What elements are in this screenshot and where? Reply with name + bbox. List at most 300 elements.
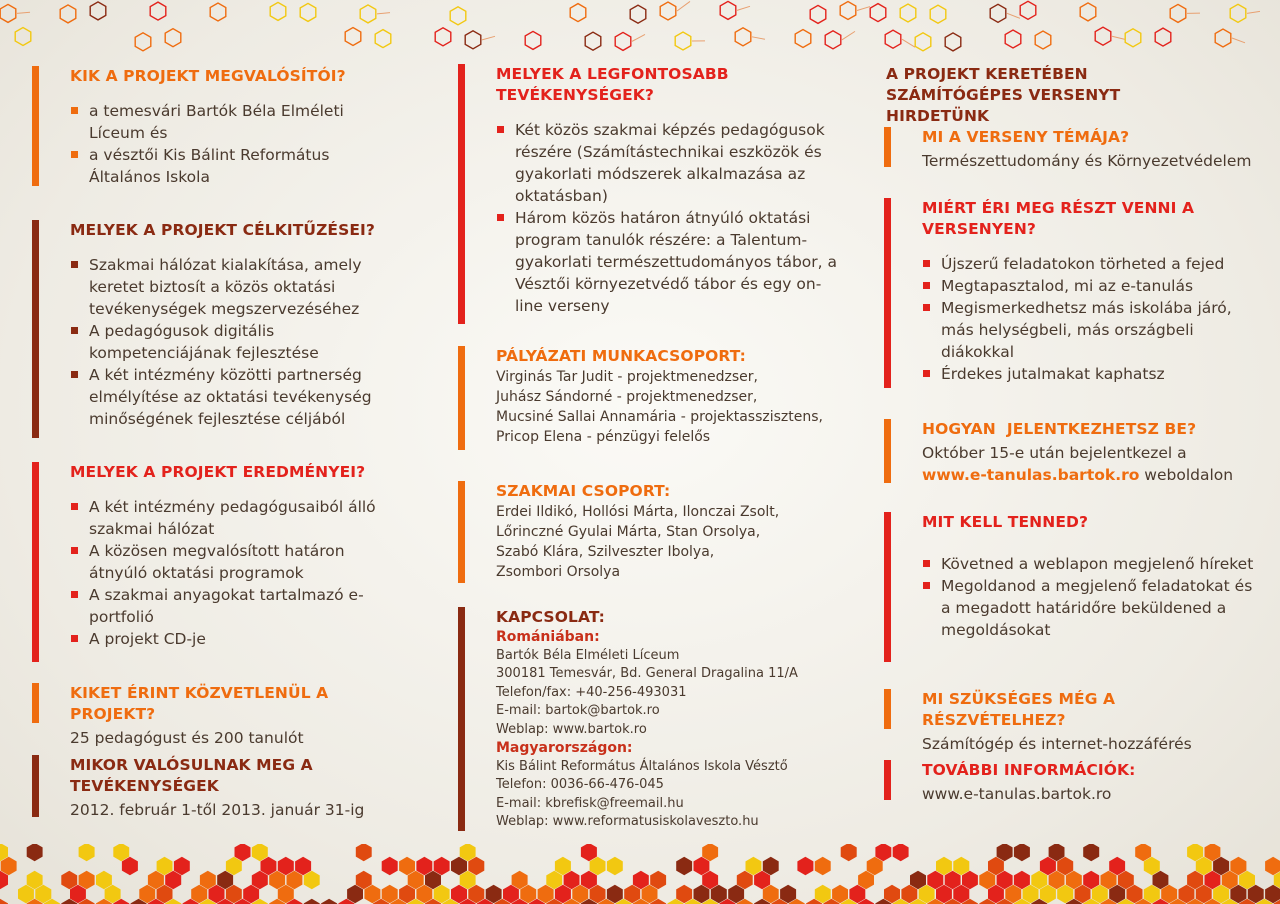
list-item: Követned a weblapon megjelenő híreket [922, 553, 1264, 575]
hexagon-outline [165, 29, 181, 47]
section-why [884, 198, 1264, 385]
hexagon-outline [570, 4, 586, 22]
hexagon-tile [96, 871, 112, 889]
section-title: MELYEK A LEGFONTOSABB TEVÉKENYSÉGEK? [496, 65, 729, 104]
website-link[interactable]: www.e-tanulas.bartok.ro [922, 466, 1140, 484]
network-line [1007, 13, 1020, 18]
hexagon-tile [364, 885, 380, 903]
hexagon-tile [70, 885, 86, 903]
hexagon-outline [360, 5, 376, 23]
bullet-icon [497, 214, 504, 221]
section-bar [884, 198, 891, 388]
hexagon-tile [1205, 871, 1221, 889]
hexagon-outline [1170, 4, 1186, 22]
hexagon-tile [18, 885, 34, 903]
hexagon-tile [451, 857, 467, 875]
contact-line: 300181 Temesvár, Bd. General Dragalina 11/A [496, 666, 798, 681]
profgroup-line: Lőrinczné Gyulai Márta, Stan Orsolya, [496, 524, 761, 540]
network-line [1247, 11, 1260, 13]
hexagon-tile [1230, 885, 1246, 903]
hexagon-tile [927, 871, 943, 889]
hexagon-tile [321, 899, 337, 904]
hexagon-tile [936, 857, 952, 875]
hexagon-tile [1153, 871, 1169, 889]
section-todo [884, 512, 1264, 641]
hexagon-outline [450, 7, 466, 25]
hexagon-tile [746, 857, 762, 875]
hexagon-outline [300, 3, 316, 21]
section-title: MIKOR VALÓSULNAK MEG A TEVÉKENYSÉGEK [70, 756, 313, 795]
network-line [752, 37, 765, 39]
list-item: Megtapasztalod, mi az e-tanulás [922, 275, 1264, 297]
workgroup-line: Juhász Sándorné - projektmenedzser, [496, 389, 758, 405]
hexagon-tile [304, 899, 320, 904]
hexagon-tile [572, 885, 588, 903]
network-line [482, 36, 495, 40]
section-text: 25 pedagógust és 200 tanulót [70, 729, 304, 747]
network-line [737, 6, 750, 10]
section-when [32, 755, 402, 821]
hexagon-tile [1179, 885, 1195, 903]
hexagon-outline [720, 1, 736, 19]
bullet-icon [71, 371, 78, 378]
hexagon-outline [1035, 31, 1051, 49]
section-needs [884, 689, 1264, 755]
hexagon-outline [1005, 30, 1021, 48]
hexagon-outline [1020, 1, 1036, 19]
hexagon-tile [1092, 885, 1108, 903]
hexagon-tile [174, 857, 190, 875]
hexagon-outline [435, 28, 451, 46]
hexagon-tile [1049, 871, 1065, 889]
list-item: A közösen megvalósított határon átnyúló oktatási programok [70, 540, 402, 584]
section-text: 2012. február 1-től 2013. január 31-ig [70, 801, 365, 819]
section-bar [884, 512, 891, 662]
profgroup-line: Szabó Klára, Szilveszter Ibolya, [496, 544, 715, 560]
hexagon-tile [1005, 885, 1021, 903]
hexagon-tile [780, 885, 796, 903]
hexagon-outline [930, 5, 946, 23]
hexagon-tile [451, 885, 467, 903]
hexagon-tile [1066, 871, 1082, 889]
hexagon-tile [1161, 885, 1177, 903]
hexagon-tile [278, 885, 294, 903]
network-line [842, 31, 855, 39]
hexagon-tile [416, 885, 432, 903]
section-bar [32, 755, 39, 817]
hexagon-tile [261, 857, 277, 875]
bullet-icon [497, 126, 504, 133]
hexagon-tile [1248, 885, 1264, 903]
hexagon-tile [702, 871, 718, 889]
list-item: A két intézmény közötti partnerség elmélyítése az oktatási tevékenység minőségének fejlesztése céljából [70, 364, 402, 430]
hexagon-tile [1040, 885, 1056, 903]
section-bar [884, 419, 891, 483]
more-info-link[interactable]: www.e-tanulas.bartok.ro [922, 785, 1112, 803]
hexagon-tile [1109, 885, 1125, 903]
workgroup-line: Virginás Tar Judit - projektmenedzser, [496, 369, 758, 385]
hexagon-tile [1075, 885, 1091, 903]
contact-country-label: Magyarországon: [496, 740, 633, 756]
contact-line: Bartók Béla Elméleti Líceum [496, 647, 680, 663]
hexagon-outline [525, 31, 541, 49]
hexagon-tile [953, 885, 969, 903]
hexagon-tile [27, 844, 43, 861]
hexagon-tile [304, 871, 320, 889]
hexagon-tile [1031, 871, 1047, 889]
section-title: MIÉRT ÉRI MEG RÉSZT VENNI A VERSENYEN? [922, 199, 1195, 238]
hexagon-tile [1265, 885, 1280, 903]
hexagon-tile [200, 871, 216, 889]
section-title: TOVÁBBI INFORMÁCIÓK: [922, 761, 1136, 779]
section-bar [32, 462, 39, 662]
hexagon-tile [1222, 871, 1238, 889]
hexagon-outline [345, 28, 361, 46]
hexagon-outline [375, 30, 391, 48]
hexagon-tile [105, 885, 121, 903]
hexagon-tile [356, 844, 372, 861]
competition-header: A PROJEKT KERETÉBEN SZÁMÍTÓGÉPES VERSENYT HIRDETÜNK [886, 65, 1121, 125]
bullet-icon [71, 547, 78, 554]
bullet-list [922, 553, 1264, 641]
bullet-list [70, 254, 402, 430]
hexagon-outline [1155, 28, 1171, 46]
hexagon-tile [408, 871, 424, 889]
hexagon-outline [915, 33, 931, 51]
network-line [377, 13, 390, 14]
hexagon-tile [607, 885, 623, 903]
hexagon-tile [1057, 885, 1073, 903]
list-item: a vésztői Kis Bálint Református Általános Iskola [70, 144, 402, 188]
hexagon-tile [754, 871, 770, 889]
hexagon-tile [1109, 857, 1125, 875]
list-item: Megismerkedhetsz más iskolába járó, más helységbeli, más országbeli diákokkal [922, 297, 1264, 363]
profgroup-line: Erdei Ildikó, Hollósi Márta, Ilonczai Zsolt, [496, 504, 780, 520]
hexagon-tile [988, 857, 1004, 875]
section-goals [32, 220, 402, 430]
hexagon-tile [910, 871, 926, 889]
hexagon-tile [624, 885, 640, 903]
section-text: Természettudomány és Környezetvédelem [922, 152, 1252, 170]
hexagon-tile [243, 885, 259, 903]
hexagon-tile [988, 885, 1004, 903]
hexagon-tile [1014, 871, 1030, 889]
section-bar [884, 689, 891, 729]
hexagon-tile [953, 857, 969, 875]
hexagon-tile [35, 885, 51, 903]
hexagon-outline [1080, 3, 1096, 21]
hexagon-tile [0, 899, 8, 904]
bullet-icon [71, 503, 78, 510]
workgroup-line: Pricop Elena - pénzügyi felelős [496, 429, 711, 445]
contact-weblink[interactable]: Weblap: www.reformatusiskolaveszto.hu [496, 814, 759, 829]
bullet-icon [71, 591, 78, 598]
hexagon-tile [711, 885, 727, 903]
hexagon-tile [945, 871, 961, 889]
hexagon-tile [278, 857, 294, 875]
hexagon-tile [590, 885, 606, 903]
list-item: A pedagógusok digitális kompetenciájának fejlesztése [70, 320, 402, 364]
hexagon-tile [1083, 844, 1099, 861]
hexagon-tile [1230, 857, 1246, 875]
hexagon-tile [252, 871, 268, 889]
network-line [857, 7, 870, 11]
section-title: MELYEK A PROJEKT EREDMÉNYEI? [70, 463, 366, 481]
section-title: MIT KELL TENNED? [922, 513, 1089, 531]
hexagon-outline [585, 32, 601, 50]
list-item: a temesvári Bartók Béla Elméleti Líceum és [70, 100, 402, 144]
section-text [922, 442, 1264, 486]
hexagon-tile [295, 857, 311, 875]
hexagon-tile [139, 885, 155, 903]
hexagon-outline [825, 31, 841, 49]
network-line [1112, 36, 1125, 39]
hexagon-tile [815, 885, 831, 903]
hexagon-outline [210, 3, 226, 21]
hexagon-tile [590, 857, 606, 875]
hexagon-tile [287, 871, 303, 889]
section-bar [458, 607, 465, 831]
hexagon-outline [795, 30, 811, 48]
hexagon-tile [1265, 857, 1280, 875]
hexagon-tile [867, 857, 883, 875]
hexagon-outline [660, 2, 676, 20]
hexagon-tile [555, 885, 571, 903]
hexagon-tile [763, 885, 779, 903]
hexagon-outline [270, 2, 286, 20]
hexagon-outline [840, 2, 856, 20]
section-bar [884, 127, 891, 167]
hexagon-tile [1144, 857, 1160, 875]
section-title: HOGYAN JELENTKEZHETSZ BE? [922, 420, 1197, 438]
hexagon-tile [676, 857, 692, 875]
hexagon-tile [468, 857, 484, 875]
hexagon-tile [737, 871, 753, 889]
hexagon-tile [356, 871, 372, 889]
hexagon-outline [465, 31, 481, 49]
howto-text: Október 15-e után bejelentkezel a [922, 444, 1187, 462]
section-bar [458, 481, 465, 583]
section-more [884, 760, 1264, 805]
network-line [632, 34, 645, 41]
hexagon-outline [1095, 27, 1111, 45]
hexagon-tile [434, 885, 450, 903]
section-results [32, 462, 402, 650]
hexagon-outline [885, 30, 901, 48]
list-item: Három közös határon átnyúló oktatási program tanulók részére: a Talentum-gyakorlati természettudományos tábor, a Vésztői környezetvédő tábor és egy on-line verseny [496, 207, 848, 317]
hexagon-tile [122, 857, 138, 875]
hexagon-outline [1230, 4, 1246, 22]
top-hexagon-pattern [0, 0, 1280, 60]
section-contact [458, 607, 848, 832]
bullet-icon [923, 370, 930, 377]
hexagon-tile [148, 871, 164, 889]
hexagon-tile [694, 885, 710, 903]
hexagon-tile [650, 871, 666, 889]
hexagon-outline [135, 33, 151, 51]
hexagon-tile [79, 871, 95, 889]
list-item: Megoldanod a megjelenő feladatokat és a megadott határidőre beküldened a megoldásokat [922, 575, 1264, 641]
bullet-icon [71, 327, 78, 334]
contact-email[interactable]: E-mail: bartok@bartok.ro [496, 703, 660, 718]
section-affected [32, 683, 402, 749]
hexagon-outline [630, 5, 646, 23]
list-item: A projekt CD-je [70, 628, 402, 650]
hexagon-outline [945, 33, 961, 51]
hexagon-tile [460, 871, 476, 889]
hexagon-tile [849, 885, 865, 903]
hexagon-tile [936, 885, 952, 903]
hexagon-tile [728, 885, 744, 903]
bullet-list [70, 496, 402, 650]
hexagon-tile [607, 857, 623, 875]
hexagon-outline [675, 32, 691, 50]
hexagon-tile [1239, 871, 1255, 889]
section-bar [458, 64, 465, 324]
hexagon-tile [858, 871, 874, 889]
list-item: Szakmai hálózat kialakítása, amely keretet biztosít a közös oktatási tevékenységek megszervezéséhez [70, 254, 402, 320]
bullet-icon [923, 260, 930, 267]
howto-text-after: weboldalon [1139, 466, 1234, 484]
hexagon-tile [157, 885, 173, 903]
section-activities [458, 64, 848, 317]
contact-country-label: Romániában: [496, 629, 600, 645]
section-title: KIKET ÉRINT KÖZVETLENÜL A PROJEKT? [70, 684, 329, 723]
section-bar [458, 346, 465, 450]
hexagon-outline [150, 2, 166, 20]
hexagon-tile [797, 857, 813, 875]
bullet-icon [923, 560, 930, 567]
hexagon-tile [832, 885, 848, 903]
network-line [17, 12, 30, 13]
workgroup-line: Mucsiné Sallai Annamária - projektasszisztens, [496, 409, 823, 425]
section-title: MELYEK A PROJEKT CÉLKITŰZÉSEI? [70, 221, 376, 239]
network-line [677, 1, 690, 11]
hexagon-tile [763, 857, 779, 875]
hexagon-tile [581, 871, 597, 889]
hexagon-tile [884, 885, 900, 903]
hexagon-tile [399, 857, 415, 875]
hexagon-tile [79, 844, 95, 861]
hexagon-tile [1, 857, 17, 875]
hexagon-tile [382, 885, 398, 903]
section-who [32, 66, 402, 188]
hexagon-tile [512, 871, 528, 889]
section-text: Számítógép és internet-hozzáférés [922, 735, 1192, 753]
hexagon-tile [1014, 844, 1030, 861]
section-title: KIK A PROJEKT MEGVALÓSÍTÓI? [70, 67, 346, 85]
hexagon-tile [1057, 857, 1073, 875]
list-item: Újszerű feladatokon törheted a fejed [922, 253, 1264, 275]
hexagon-tile [27, 871, 43, 889]
bullet-icon [923, 304, 930, 311]
section-bar [32, 66, 39, 186]
section-title: PÁLYÁZATI MUNKACSOPORT: [496, 347, 746, 365]
hexagon-tile [1118, 871, 1134, 889]
hexagon-tile [1213, 885, 1229, 903]
bullet-list [922, 253, 1264, 385]
hexagon-tile [1101, 871, 1117, 889]
contact-weblink[interactable]: Weblap: www.bartok.ro [496, 721, 647, 737]
contact-line: Telefon/fax: +40-256-493031 [496, 684, 687, 700]
hexagon-tile [919, 885, 935, 903]
section-topic [884, 127, 1264, 172]
bullet-icon [923, 582, 930, 589]
hexagon-tile [399, 885, 415, 903]
hexagon-outline [0, 4, 16, 22]
section-title: KAPCSOLAT: [496, 608, 605, 626]
section-title: MI A VERSENY TÉMÁJA? [922, 128, 1130, 146]
hexagon-tile [1083, 871, 1099, 889]
hexagon-outline [15, 28, 31, 46]
hexagon-tile [815, 857, 831, 875]
hexagon-tile [893, 844, 909, 861]
contact-email[interactable]: E-mail: kbrefisk@freemail.hu [496, 795, 684, 811]
hexagon-tile [1144, 885, 1160, 903]
hexagon-tile [503, 885, 519, 903]
hexagon-tile [1196, 885, 1212, 903]
hexagon-tile [1187, 871, 1203, 889]
hexagon-tile [997, 871, 1013, 889]
hexagon-outline [1215, 29, 1231, 47]
hexagon-tile [486, 885, 502, 903]
hexagon-tile [538, 885, 554, 903]
section-bar [32, 683, 39, 723]
hexagon-tile [217, 871, 233, 889]
hexagon-tile [979, 871, 995, 889]
hexagon-tile [642, 885, 658, 903]
hexagon-tile [468, 885, 484, 903]
hexagon-tile [347, 885, 363, 903]
hexagon-tile [382, 857, 398, 875]
hexagon-outline [615, 32, 631, 50]
hexagon-tile [676, 885, 692, 903]
hexagon-outline [60, 5, 76, 23]
hexagon-tile [61, 871, 77, 889]
section-profgroup [458, 481, 848, 582]
hexagon-tile [555, 857, 571, 875]
hexagon-outline [735, 28, 751, 46]
hexagon-outline [810, 5, 826, 23]
hexagon-tile [1127, 885, 1143, 903]
hexagon-tile [1040, 857, 1056, 875]
list-item: Két közös szakmai képzés pedagógusok részére (Számítástechnikai eszközök és gyakorlati módszerek alkalmazása az oktatásban) [496, 119, 848, 207]
hexagon-tile [694, 857, 710, 875]
bullet-icon [71, 261, 78, 268]
section-howto [884, 419, 1264, 486]
hexagon-tile [546, 871, 562, 889]
hexagon-outline [870, 4, 886, 22]
hexagon-tile [564, 871, 580, 889]
bullet-list [496, 119, 848, 317]
list-item: A két intézmény pedagógusaiból álló szakmai hálózat [70, 496, 402, 540]
hexagon-outline [900, 4, 916, 22]
profgroup-line: Zsombori Orsolya [496, 564, 621, 580]
bullet-list [70, 100, 402, 188]
contact-line: Kis Bálint Református Általános Iskola Vésztő [496, 758, 788, 774]
hexagon-tile [633, 871, 649, 889]
hexagon-outline [1125, 29, 1141, 47]
hexagon-tile [157, 857, 173, 875]
hexagon-tile [226, 857, 242, 875]
hexagon-tile [226, 885, 242, 903]
network-line [1232, 38, 1245, 43]
hexagon-tile [269, 871, 285, 889]
contact-line: Telefon: 0036-66-476-045 [496, 777, 664, 792]
hexagon-outline [990, 4, 1006, 22]
hexagon-tile [165, 871, 181, 889]
hexagon-tile [520, 885, 536, 903]
